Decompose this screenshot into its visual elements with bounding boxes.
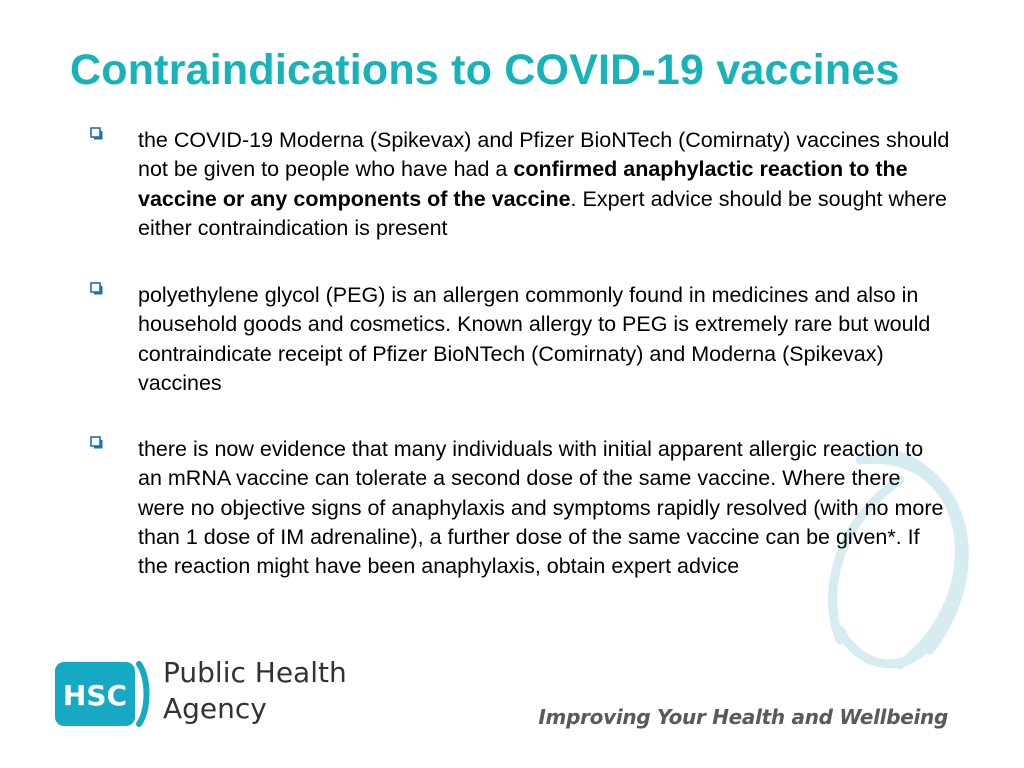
hsc-logo xyxy=(55,660,155,728)
slide-title: Contraindications to COVID-19 vaccines xyxy=(70,46,900,94)
bullet-text: there is now evidence that many individuals with initial apparent allergic reaction to an mRNA vaccine can tolerate a second dose of the same vaccine. Where there were no objective signs of anaphylaxis and symptoms rapidly resolved (with no more than 1 dose of IM adrenaline), a further dose of the same vaccine can be given*. If the reaction might have been anaphylaxis, obtain expert advice xyxy=(138,437,944,579)
bullet-text-bold: confirmed anaphylactic reaction to the vaccine or any components of the vaccine xyxy=(138,157,908,211)
logo-text: HSC xyxy=(62,679,128,712)
agency-name-line1: Public Health xyxy=(163,656,347,689)
bullet-text-part: the COVID-19 Moderna (Spikevax) and Pfizer BioNTech (Comirnaty) vaccines should not be given to people who have had a xyxy=(138,128,950,182)
agency-name-line2: Agency xyxy=(163,692,267,725)
square-bullet-icon xyxy=(90,282,104,296)
bullet-text-part: . Expert advice should be sought where either contraindication is present xyxy=(138,186,948,240)
square-bullet-icon xyxy=(90,436,104,450)
bullet-text: polyethylene glycol (PEG) is an allergen commonly found in medicines and also in household goods and cosmetics. Known allergy to PEG is extremely rare but would contraindicate receipt of Pfizer BioNTech (Comirnaty) and Moderna (Spikevax) vaccines xyxy=(138,283,931,395)
square-bullet-icon xyxy=(90,127,104,141)
tagline: Improving Your Health and Wellbeing xyxy=(538,705,948,729)
agency-name xyxy=(163,655,347,727)
bullet-text xyxy=(138,126,953,243)
